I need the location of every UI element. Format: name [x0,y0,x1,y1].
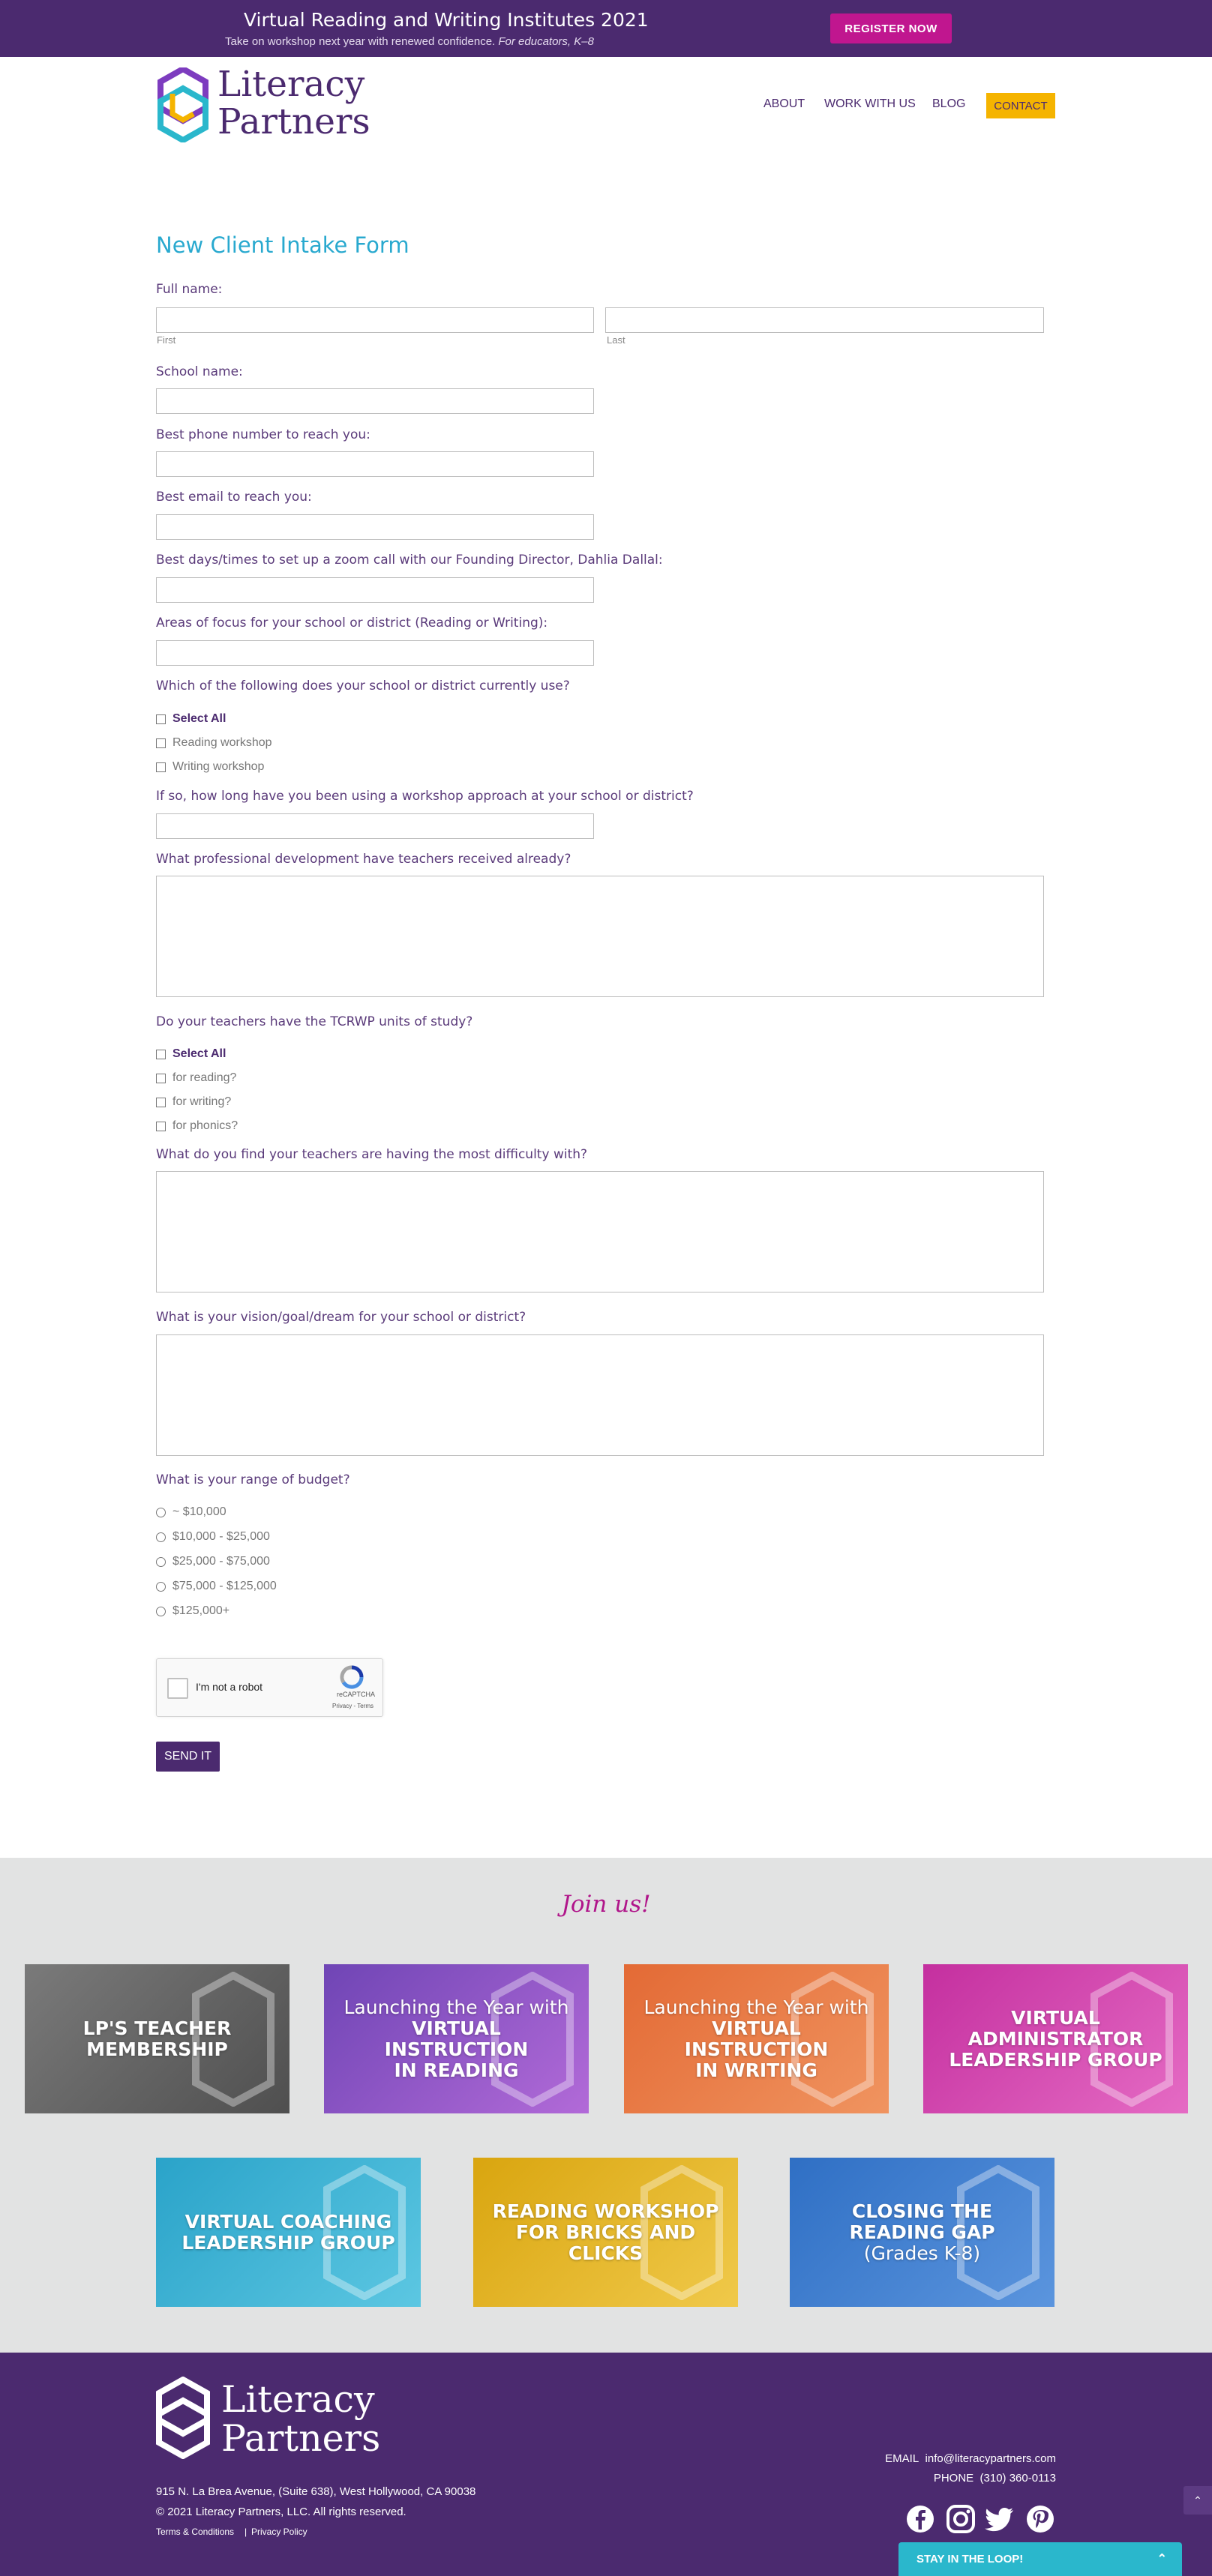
card-line: IN WRITING [695,2059,818,2081]
email-label: EMAIL [885,2452,920,2465]
reading-workshop-checkbox[interactable] [156,736,272,750]
checkbox-box[interactable] [156,762,166,772]
radio-circle[interactable] [156,1557,166,1567]
nav-about[interactable]: ABOUT [764,97,806,110]
chevron-up-icon: ⌃ [1156,2553,1167,2566]
option-label: $75,000 - $125,000 [172,1580,277,1592]
currently-use-label: Which of the following does your school or district currently use? [156,678,570,693]
option-label: for reading? [172,1071,237,1084]
recaptcha-terms[interactable]: Privacy - Terms [332,1703,374,1709]
contact-button[interactable]: CONTACT [986,93,1055,118]
form-title: New Client Intake Form [156,232,410,258]
last-name-input[interactable] [605,307,1044,333]
card-teacher-membership[interactable] [25,1964,290,2113]
card-title [166,2212,410,2254]
card-closing-reading-gap[interactable] [790,2158,1054,2307]
budget-option-3[interactable] [156,1555,270,1568]
logo-line1: Literacy [218,64,365,105]
difficulty-textarea[interactable] [156,1171,1044,1292]
stay-label: STAY IN THE LOOP! [916,2553,1024,2566]
instagram-icon[interactable] [946,2504,976,2534]
pd-label: What professional development have teachers received already? [156,852,572,867]
card-line: MEMBERSHIP [86,2038,228,2060]
tcrwp-writing-checkbox[interactable] [156,1095,231,1109]
card-line: CLICKS [568,2242,644,2264]
banner-subtitle [225,35,594,48]
tcrwp-reading-checkbox[interactable] [156,1071,236,1085]
use-select-all-checkbox[interactable] [156,712,226,726]
radio-circle[interactable] [156,1532,166,1542]
scroll-to-top-button[interactable] [1184,2486,1212,2515]
card-line: LP'S TEACHER [82,2017,232,2039]
option-label: $25,000 - $75,000 [172,1555,270,1568]
pinterest-icon[interactable] [1025,2504,1055,2534]
phone-input[interactable] [156,451,594,477]
first-name-input[interactable] [156,307,594,333]
card-title [478,2201,734,2264]
option-label: for phonics? [172,1119,238,1132]
difficulty-label: What do you find your teachers are having the most difficulty with? [156,1147,588,1162]
promo-banner [0,0,1212,57]
card-light-line: Launching the Year with [344,1996,569,2018]
how-long-label: If so, how long have you been using a workshop approach at your school or district? [156,789,694,804]
banner-subtitle-main: Take on workshop next year with renewed confidence. [225,35,496,48]
footer-logo-text[interactable] [221,2380,380,2458]
card-line: VIRTUAL ADMINISTRATOR [968,2006,1144,2050]
option-label: $10,000 - $25,000 [172,1530,270,1543]
focus-label: Areas of focus for your school or district (Reading or Writing): [156,616,548,631]
card-light-line: (Grades K-8) [863,2242,981,2264]
recaptcha-icon [339,1665,364,1689]
email-value[interactable]: info@literacypartners.com [925,2452,1056,2465]
card-line: FOR BRICKS AND [515,2221,696,2243]
writing-workshop-checkbox[interactable] [156,760,264,774]
option-label: Reading workshop [172,736,272,749]
footer-email [885,2452,1056,2465]
option-label: for writing? [172,1095,232,1108]
budget-option-1[interactable] [156,1505,226,1519]
banner-title: Virtual Reading and Writing Institutes 2021 [244,9,649,31]
card-title [624,1997,889,2081]
card-line: IN READING [394,2059,519,2081]
card-title [324,1997,589,2081]
footer-separator: | [244,2527,248,2537]
card-line: VIRTUAL COACHING [184,2210,392,2233]
facebook-icon[interactable] [905,2504,935,2534]
card-administrator-leadership[interactable] [923,1964,1188,2113]
card-line: LEADERSHIP GROUP [949,2048,1162,2071]
radio-circle[interactable] [156,1508,166,1517]
footer-logo-icon[interactable] [156,2377,210,2459]
radio-circle[interactable] [156,1607,166,1616]
card-light-line: Launching the Year with [644,1996,869,2018]
how-long-input[interactable] [156,813,594,839]
option-label: $125,000+ [172,1604,230,1617]
tcrwp-phonics-checkbox[interactable] [156,1119,238,1133]
footer-address: 915 N. La Brea Avenue, (Suite 638), West Hollywood, CA 90038 [156,2485,476,2498]
privacy-link[interactable]: Privacy Policy [251,2527,308,2537]
radio-circle[interactable] [156,1582,166,1592]
footer-copyright: © 2021 Literacy Partners, LLC. All rights reserved. [156,2506,406,2518]
footer-logo-line1: Literacy [221,2378,375,2421]
school-input[interactable] [156,388,594,414]
days-label: Best days/times to set up a zoom call with our Founding Director, Dahlia Dallal: [156,553,663,568]
checkbox-box[interactable] [156,1050,166,1059]
card-bricks-and-clicks[interactable] [473,2158,738,2307]
budget-option-4[interactable] [156,1580,277,1593]
school-label: School name: [156,364,243,379]
checkbox-box[interactable] [156,1098,166,1107]
recaptcha-text: I'm not a robot [196,1681,263,1693]
card-line: LEADERSHIP GROUP [182,2231,395,2254]
chevron-up-icon: ⌃ [1193,2494,1202,2506]
last-sublabel: Last [607,334,626,346]
full-name-label: Full name: [156,282,223,297]
join-title: Join us! [561,1891,651,1918]
checkbox-box[interactable] [156,714,166,724]
phone-label: PHONE [933,2472,974,2485]
card-title [834,2201,1010,2264]
banner-subtitle-italic: For educators, K–8 [498,35,594,48]
card-line: READING WORKSHOP [492,2200,719,2222]
logo-line2: Partners [218,101,370,142]
recaptcha-brand: reCAPTCHA [336,1691,375,1698]
card-line: VIRTUAL INSTRUCTION [684,2017,829,2060]
card-title [68,2018,247,2060]
vision-textarea[interactable] [156,1334,1044,1456]
card-title [923,2008,1188,2071]
card-coaching-leadership[interactable] [156,2158,421,2307]
vision-label: What is your vision/goal/dream for your school or district? [156,1310,526,1325]
twitter-icon[interactable] [985,2504,1015,2534]
send-it-button[interactable]: SEND IT [156,1742,220,1772]
logo-text[interactable] [218,66,370,141]
days-input[interactable] [156,577,594,603]
checkbox-box[interactable] [156,1122,166,1131]
nav-work-with-us[interactable]: WORK WITH US [824,97,916,110]
focus-input[interactable] [156,640,594,666]
card-line: CLOSING THE [851,2200,993,2222]
stay-in-the-loop-bar[interactable] [898,2542,1182,2576]
logo-icon[interactable] [158,67,208,142]
register-now-button[interactable]: REGISTER NOW [830,13,952,43]
phone-value[interactable]: (310) 360-0113 [980,2472,1056,2485]
footer-logo-line2: Partners [221,2417,381,2460]
card-virtual-writing[interactable] [624,1964,889,2113]
terms-link[interactable]: Terms & Conditions [156,2527,235,2537]
footer-phone [934,2472,1056,2485]
pd-textarea[interactable] [156,876,1044,997]
tcrwp-label: Do your teachers have the TCRWP units of study? [156,1014,473,1029]
option-label: ~ $10,000 [172,1505,226,1518]
card-line: READING GAP [849,2221,995,2243]
checkbox-box[interactable] [156,1074,166,1083]
card-virtual-reading[interactable] [324,1964,589,2113]
budget-option-5[interactable] [156,1604,230,1618]
card-line: VIRTUAL INSTRUCTION [384,2017,529,2060]
first-sublabel: First [157,334,176,346]
budget-option-2[interactable] [156,1530,270,1544]
phone-label: Best phone number to reach you: [156,427,370,442]
option-label: Writing workshop [172,760,265,773]
option-label: Select All [172,712,226,725]
recaptcha-checkbox[interactable] [167,1678,188,1699]
option-label: Select All [172,1047,226,1060]
budget-label: What is your range of budget? [156,1472,350,1487]
email-label: Best email to reach you: [156,490,312,505]
recaptcha-widget[interactable] [156,1658,383,1717]
email-input[interactable] [156,514,594,540]
nav-blog[interactable]: BLOG [932,97,966,110]
tcrwp-select-all-checkbox[interactable] [156,1047,226,1061]
checkbox-box[interactable] [156,738,166,748]
